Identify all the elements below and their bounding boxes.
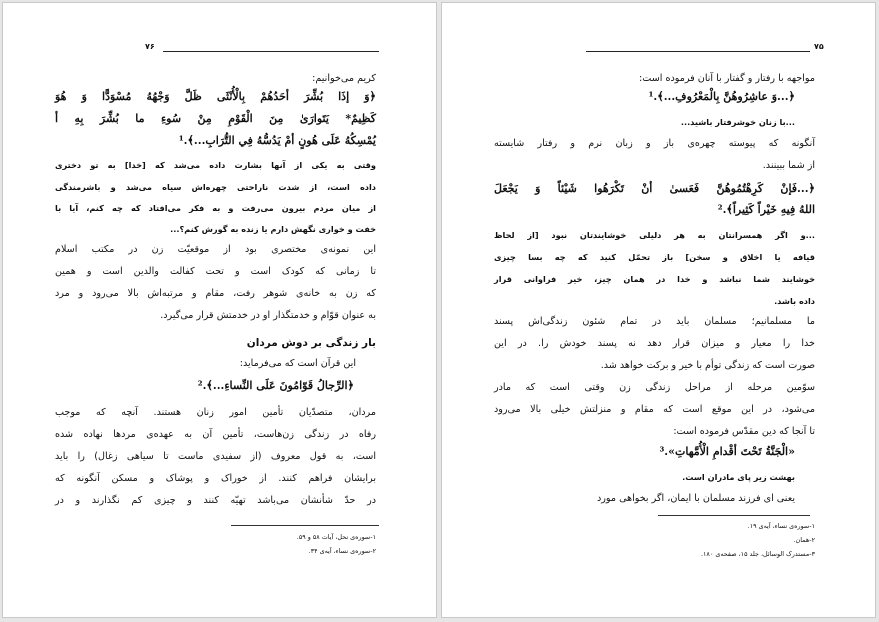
text-line: یعنی ای فرزند مسلمان با ایمان، اگر بخواهی مورد <box>597 493 795 504</box>
footnote: ۱-سوره‌ی نحل، آیات ۵۸ و ۵۹. <box>296 533 376 541</box>
footnote-rule <box>658 515 810 516</box>
text-line: کریم می‌خوانیم: <box>312 73 376 84</box>
section-heading: بار زندگی بر دوش مردان <box>246 337 376 349</box>
right-page-number: ۷۵ <box>814 42 824 51</box>
text-line: که زن به خانه‌ی شوهر رفت، مقام و مرتبه‌اش بالا می‌رود و مرد <box>55 288 376 299</box>
hadith-line: «الْجَنَّةُ تَحْتَ أقْدامِ الْأُمَّهاتِ».³ <box>659 445 795 458</box>
translation-line: خوشایند شما نباشد و خدا در همان چیز، خیر فراوانی قرار <box>494 274 815 284</box>
translation-line: وقتی به یکی از آنها بشارت داده می‌شد که [خدا] به تو دختری <box>55 160 376 170</box>
text-line: مواجهه با رفتار و گفتار با آنان فرموده است: <box>639 73 815 84</box>
text-line: است، به قول معروف (از سفیدی ماست تا سیاهی زغال) را باید <box>55 451 376 462</box>
translation-line: ...و اگر همسرانتان به هر دلیلی خوشایندتان نبود [از لحاظ <box>494 230 815 240</box>
footnote: ۱-سوره‌ی نساء، آیه‌ی ۱۹. <box>747 522 815 530</box>
text-line: این قرآن است که می‌فرماید: <box>239 358 356 369</box>
footnote-rule <box>231 525 379 526</box>
text-line: ما مسلمانیم؛ مسلمان باید در تمام شئون زندگی‌اش پسند <box>494 316 815 327</box>
text-line: تا آنجا که دین مقدّس فرموده است: <box>673 426 815 437</box>
text-line: رفاه در زندگی زن‌هاست، تأمین آن به عهده‌ی مردها نهاده شده <box>55 429 376 440</box>
text-line: به عنوان قوّام و خدمتگذار او در خدمتش قرار می‌گیرد. <box>160 310 376 321</box>
right-page <box>441 2 876 618</box>
text-line: سوّمین مرحله از مراحل زندگی زن وقتی است که مادر <box>494 382 815 393</box>
quran-verse-line: كَظِيمٌ* يَتَوارَىٰ مِنَ الْقَوْمِ مِنْ سُوءِ ما بُشِّرَ بِهِ أ <box>55 112 376 125</box>
translation-line: داده باشد. <box>774 296 815 306</box>
text-line: خدا را معیار و میزان قرار دهد نه پسند خودش را. در این <box>494 338 815 349</box>
quran-verse-line: يُمْسِكُهُ عَلَى هُونٍ أمْ يَدُسُّهُ فِي التُّرَابِ...﴾.¹ <box>178 134 376 147</box>
footnote: ۲-سوره‌ی نساء، آیه‌ی ۳۴. <box>308 547 376 555</box>
header-rule <box>163 51 379 52</box>
quran-verse-line: ﴿...فَإنْ كَرِهْتُمُوهُنَّ فَعَسىٰ أنْ تَكْرَهُوا شَيْئاً وَ يَجْعَلَ <box>494 182 815 195</box>
text-line: تا زمانی که کودک است و تحت کفالت والدین است و همین <box>55 266 376 277</box>
translation-line: بهشت زیر پای مادران است. <box>682 472 795 482</box>
translation-line: داده است، از شدت ناراحتی چهره‌اش سیاه می‌شد و باشرمندگی <box>55 182 376 192</box>
quran-verse-line: ﴿الرِّجالُ قَوّامُونَ عَلَى النِّساءِ...﴾.² <box>197 379 354 392</box>
footnote: ۲-همان. <box>793 536 815 544</box>
quran-verse-line: ﴿وَ إذَا بُشِّرَ أحَدُهُمْ بِالْأُنْثَى ظَلَّ وَجْهُهُ مُسْوَدًّا وَ هُوَ <box>55 90 376 103</box>
translation-line: از میان مردم بیرون می‌رفت و به فکر می‌افتاد که چه کنم، آیا با <box>55 203 376 213</box>
left-page-number: ۷۶ <box>145 42 155 51</box>
quran-verse-line: ﴿...وَ عاشِرُوهُنَّ بِالْمَعْرُوفِ...﴾.¹ <box>648 90 795 103</box>
text-line: برایشان فراهم کنند. از خوراک و پوشاک و مسکن آنگونه که <box>55 473 376 484</box>
header-rule <box>586 51 810 52</box>
text-line: از شما ببینند. <box>762 160 815 171</box>
text-line: در حدّ شأنشان می‌باشد تهیّه کنند و چیزی کم نگذارند و در <box>55 495 376 506</box>
text-line: صورت است که زندگی توأم با خیر و برکت خواهد شد. <box>600 360 815 371</box>
quran-verse-line: اللهُ فِيهِ خَيْراً كَثِيراً﴾.² <box>717 203 815 216</box>
footnote: ۳-مستدرک الوسائل، جلد ۱۵، صفحه‌ی ۱۸۰. <box>700 550 815 558</box>
left-page <box>2 2 437 618</box>
text-line: می‌شود، در این موقع است که مقام و منزلتش خیلی بالا می‌رود <box>494 404 815 415</box>
text-line: این نمونه‌ی مختصری بود از موقعیّت زن در مکتب اسلام <box>55 244 376 255</box>
translation-line: قیافه یا اخلاق و سخن] باز تحمّل کنید که چه بسا چیزی <box>494 252 815 262</box>
text-line: آنگونه که پیوسته چهره‌ی باز و زبان نرم و رفتار شایسته <box>494 138 815 149</box>
text-line: مردان، متصدّیان تأمین امور زنان هستند. آنچه که موجب <box>55 407 376 418</box>
translation-line: ...با زنان خوشرفتار باشید... <box>680 117 795 127</box>
translation-line: خفت و خواری نگهش دارم یا زنده به گورش کنم؟... <box>170 224 376 234</box>
